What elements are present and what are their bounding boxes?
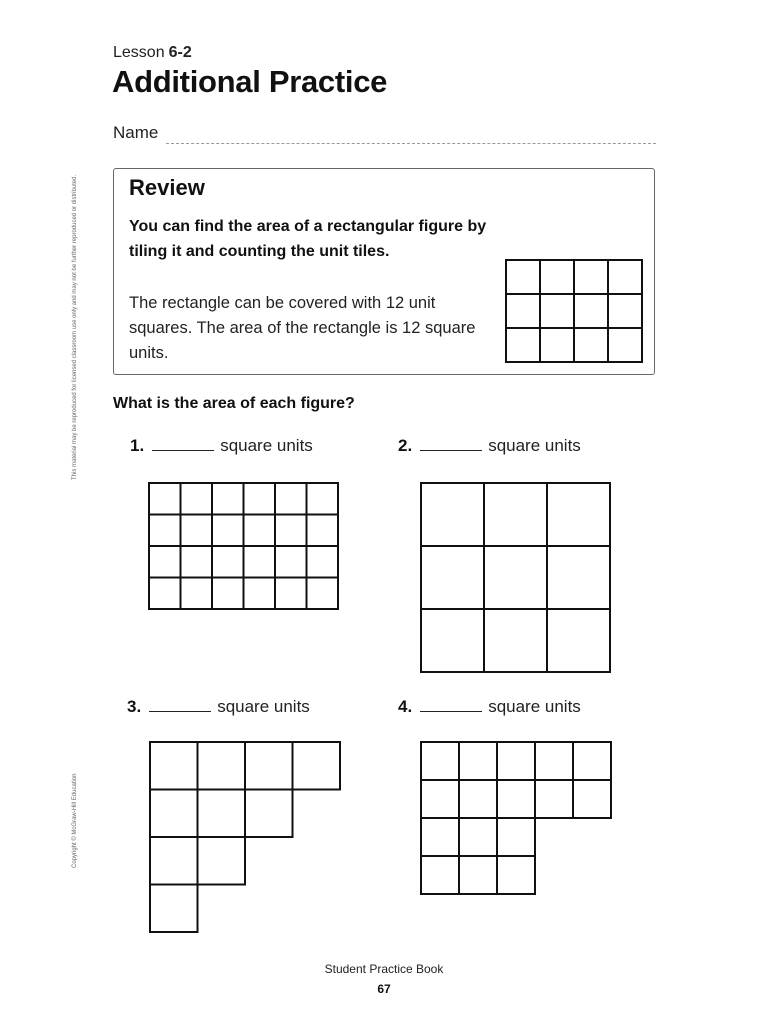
problem-4-number: 4.: [398, 697, 413, 716]
problem-3-number: 3.: [127, 697, 142, 716]
unit-tile: [307, 546, 339, 578]
problem-3-unit: square units: [217, 697, 310, 716]
answer-blank-3[interactable]: [149, 697, 211, 712]
unit-tile: [421, 742, 459, 780]
book-title: Student Practice Book: [324, 962, 444, 976]
unit-tile: [540, 328, 574, 362]
review-example-grid: [506, 260, 646, 370]
unit-tile: [245, 742, 293, 790]
unit-tile: [212, 515, 244, 547]
unit-tile: [540, 260, 574, 294]
answer-blank-4[interactable]: [420, 697, 482, 712]
unit-tile: [150, 837, 198, 885]
unit-tile: [181, 546, 213, 578]
unit-tile: [198, 837, 246, 885]
copyright-notice: Copyright © McGraw-Hill Education: [72, 773, 78, 868]
unit-tile: [244, 515, 276, 547]
unit-tile: [307, 483, 339, 515]
problem-3: [127, 697, 310, 717]
unit-tile: [307, 515, 339, 547]
unit-tile: [275, 515, 307, 547]
unit-tile: [540, 294, 574, 328]
unit-tile: [459, 818, 497, 856]
figure-3-grid: [150, 742, 345, 942]
unit-tile: [149, 546, 181, 578]
unit-tile: [506, 260, 540, 294]
problem-2: [398, 436, 581, 456]
unit-tile: [506, 294, 540, 328]
unit-tile: [574, 294, 608, 328]
unit-tile: [506, 328, 540, 362]
unit-tile: [150, 885, 198, 933]
problem-4: [398, 697, 581, 717]
problem-1-unit: square units: [220, 436, 313, 455]
unit-tile: [212, 578, 244, 610]
page-number: 67: [377, 982, 391, 996]
reproduction-notice: This material may be reproduced for licensed classroom use only and may not be further reproduced or distributed.: [72, 174, 78, 480]
review-title: Review: [129, 175, 205, 200]
unit-tile: [608, 328, 642, 362]
unit-tile: [245, 790, 293, 838]
review-key-idea: You can find the area of a rectangular figure by tiling it and counting the unit tiles.: [129, 218, 487, 260]
unit-tile: [573, 742, 611, 780]
unit-tile: [275, 578, 307, 610]
lesson-number: 6-2: [168, 44, 192, 61]
problem-2-number: 2.: [398, 436, 413, 455]
unit-tile: [497, 780, 535, 818]
unit-tile: [198, 742, 246, 790]
lesson-label: [113, 44, 192, 62]
problem-2-unit: square units: [488, 436, 581, 455]
unit-tile: [244, 546, 276, 578]
unit-tile: [608, 260, 642, 294]
unit-tile: [244, 578, 276, 610]
unit-tile: [181, 578, 213, 610]
unit-tile: [149, 578, 181, 610]
figure-1-grid: [149, 483, 344, 618]
unit-tile: [484, 546, 547, 609]
figure-2-grid: [421, 483, 616, 683]
unit-tile: [497, 856, 535, 894]
unit-tile: [608, 294, 642, 328]
lesson-label-text: Lesson: [113, 44, 165, 61]
unit-tile: [459, 742, 497, 780]
name-field[interactable]: [166, 143, 656, 144]
unit-tile: [574, 260, 608, 294]
unit-tile: [212, 546, 244, 578]
unit-tile: [547, 609, 610, 672]
unit-tile: [535, 742, 573, 780]
unit-tile: [421, 780, 459, 818]
problem-1: [130, 436, 313, 456]
answer-blank-1[interactable]: [152, 436, 214, 451]
unit-tile: [149, 483, 181, 515]
question-prompt: What is the area of each figure?: [113, 395, 355, 412]
unit-tile: [181, 483, 213, 515]
unit-tile: [150, 742, 198, 790]
unit-tile: [149, 515, 181, 547]
unit-tile: [421, 609, 484, 672]
unit-tile: [275, 546, 307, 578]
name-label: Name: [113, 123, 159, 142]
unit-tile: [244, 483, 276, 515]
unit-tile: [459, 856, 497, 894]
unit-tile: [275, 483, 307, 515]
unit-tile: [150, 790, 198, 838]
unit-tile: [198, 790, 246, 838]
figure-4-grid: [421, 742, 616, 902]
unit-tile: [535, 780, 573, 818]
answer-blank-2[interactable]: [420, 436, 482, 451]
unit-tile: [181, 515, 213, 547]
unit-tile: [497, 818, 535, 856]
unit-tile: [421, 856, 459, 894]
unit-tile: [421, 818, 459, 856]
unit-tile: [293, 742, 341, 790]
page-title: Additional Practice: [112, 64, 388, 99]
problem-1-number: 1.: [130, 436, 145, 455]
unit-tile: [574, 328, 608, 362]
unit-tile: [421, 483, 484, 546]
unit-tile: [573, 780, 611, 818]
unit-tile: [547, 483, 610, 546]
unit-tile: [484, 483, 547, 546]
unit-tile: [484, 609, 547, 672]
problem-4-unit: square units: [488, 697, 581, 716]
unit-tile: [307, 578, 339, 610]
review-explanation: The rectangle can be covered with 12 unit squares. The area of the rectangle is 12 square units.: [129, 294, 476, 362]
unit-tile: [459, 780, 497, 818]
unit-tile: [421, 546, 484, 609]
unit-tile: [497, 742, 535, 780]
unit-tile: [212, 483, 244, 515]
unit-tile: [547, 546, 610, 609]
